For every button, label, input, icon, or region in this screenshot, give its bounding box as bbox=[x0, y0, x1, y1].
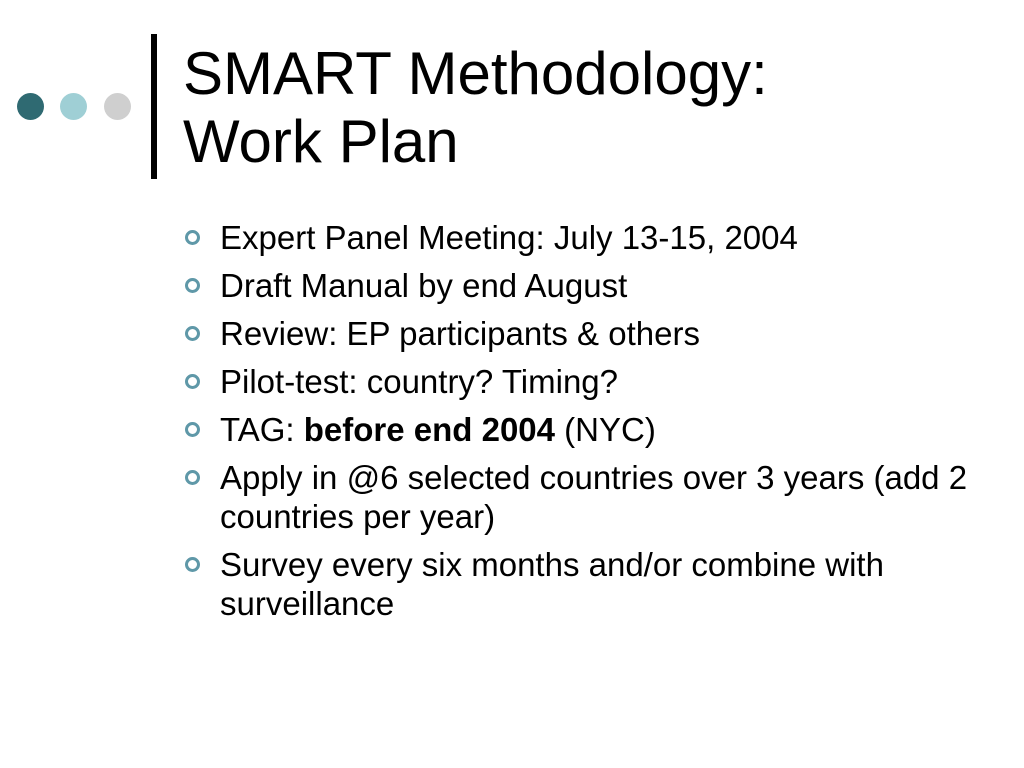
bullet-text: Survey every six months and/or combine with surveillance bbox=[220, 546, 884, 622]
bullet-prefix: TAG: bbox=[220, 411, 304, 448]
title-line-2: Work Plan bbox=[183, 108, 459, 175]
dark-dot-icon bbox=[17, 93, 44, 120]
bullet-list bbox=[182, 218, 982, 632]
bullet-circle-icon bbox=[185, 422, 200, 437]
bullet-item-2 bbox=[182, 266, 982, 305]
bullet-circle-icon bbox=[185, 557, 200, 572]
slide-title bbox=[183, 40, 1003, 176]
decorative-dots bbox=[17, 93, 137, 121]
bullet-item-6 bbox=[182, 458, 982, 536]
bullet-circle-icon bbox=[185, 230, 200, 245]
light-dot-icon bbox=[60, 93, 87, 120]
bullet-text: Draft Manual by end August bbox=[220, 267, 628, 304]
bullet-text: Review: EP participants & others bbox=[220, 315, 700, 352]
bullet-text bbox=[220, 411, 656, 448]
bullet-circle-icon bbox=[185, 374, 200, 389]
bullet-bold-text: before end 2004 bbox=[303, 411, 556, 448]
bullet-text: Expert Panel Meeting: July 13-15, 2004 bbox=[220, 219, 798, 256]
bullet-item-1 bbox=[182, 218, 982, 257]
bullet-item-7 bbox=[182, 545, 982, 623]
title-line-1: SMART Methodology: bbox=[183, 40, 768, 107]
bullet-circle-icon bbox=[185, 278, 200, 293]
grey-dot-icon bbox=[104, 93, 131, 120]
bullet-text: Pilot-test: country? Timing? bbox=[220, 363, 618, 400]
bullet-item-5 bbox=[182, 410, 982, 449]
bullet-suffix: (NYC) bbox=[555, 411, 656, 448]
bullet-circle-icon bbox=[185, 326, 200, 341]
bullet-circle-icon bbox=[185, 470, 200, 485]
bullet-item-3 bbox=[182, 314, 982, 353]
bullet-text: Apply in @6 selected countries over 3 years (add 2 countries per year) bbox=[220, 459, 968, 535]
bullet-item-4 bbox=[182, 362, 982, 401]
title-divider bbox=[151, 34, 157, 179]
